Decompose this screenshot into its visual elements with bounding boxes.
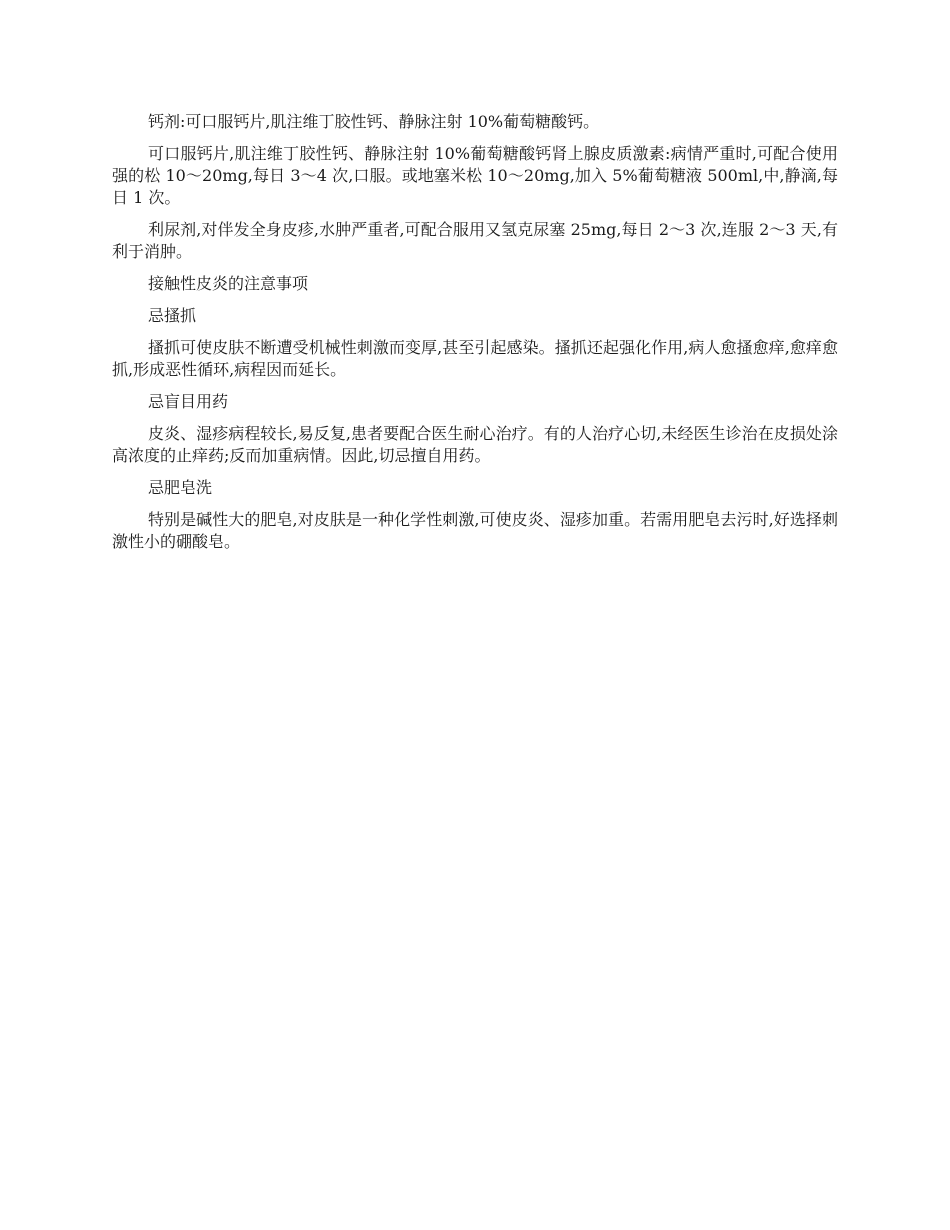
subheading-no-blind-medication: 忌盲目用药 bbox=[148, 392, 229, 411]
subheading-no-soap: 忌肥皂洗 bbox=[148, 478, 213, 497]
paragraph-medication: 皮炎、湿疹病程较长,易反复,患者要配合医生耐心治疗。有的人治疗心切,未经医生诊治在皮损处涂高浓度的止痒药;反而加重病情。因此,切忌擅自用药。 bbox=[112, 424, 838, 465]
paragraph-corticosteroid: 可口服钙片,肌注维丁胶性钙、静脉注射 10%葡萄糖酸钙肾上腺皮质激素:病情严重时,可配合使用强的松 10～20mg,每日 3～4 次,口服。或地塞米松 10～20mg,加入 5%葡萄糖液 500ml,中,静滴,每日 1 次。 bbox=[112, 144, 838, 207]
section-heading-precautions: 接触性皮炎的注意事项 bbox=[148, 274, 309, 293]
paragraph-calcium: 钙剂:可口服钙片,肌注维丁胶性钙、静脉注射 10%葡萄糖酸钙。 bbox=[148, 112, 600, 131]
paragraph-soap: 特别是碱性大的肥皂,对皮肤是一种化学性刺激,可使皮炎、湿疹加重。若需用肥皂去污时,好选择刺激性小的硼酸皂。 bbox=[112, 510, 838, 551]
document-body bbox=[112, 111, 838, 563]
paragraph-diuretic: 利尿剂,对伴发全身皮疹,水肿严重者,可配合服用又氢克尿塞 25mg,每日 2～3 次,连服 2～3 天,有利于消肿。 bbox=[112, 220, 838, 261]
paragraph-scratching: 搔抓可使皮肤不断遭受机械性刺激而变厚,甚至引起感染。搔抓还起强化作用,病人愈搔愈痒,愈痒愈抓,形成恶性循环,病程因而延长。 bbox=[112, 338, 838, 379]
subheading-no-scratching: 忌搔抓 bbox=[148, 306, 197, 325]
